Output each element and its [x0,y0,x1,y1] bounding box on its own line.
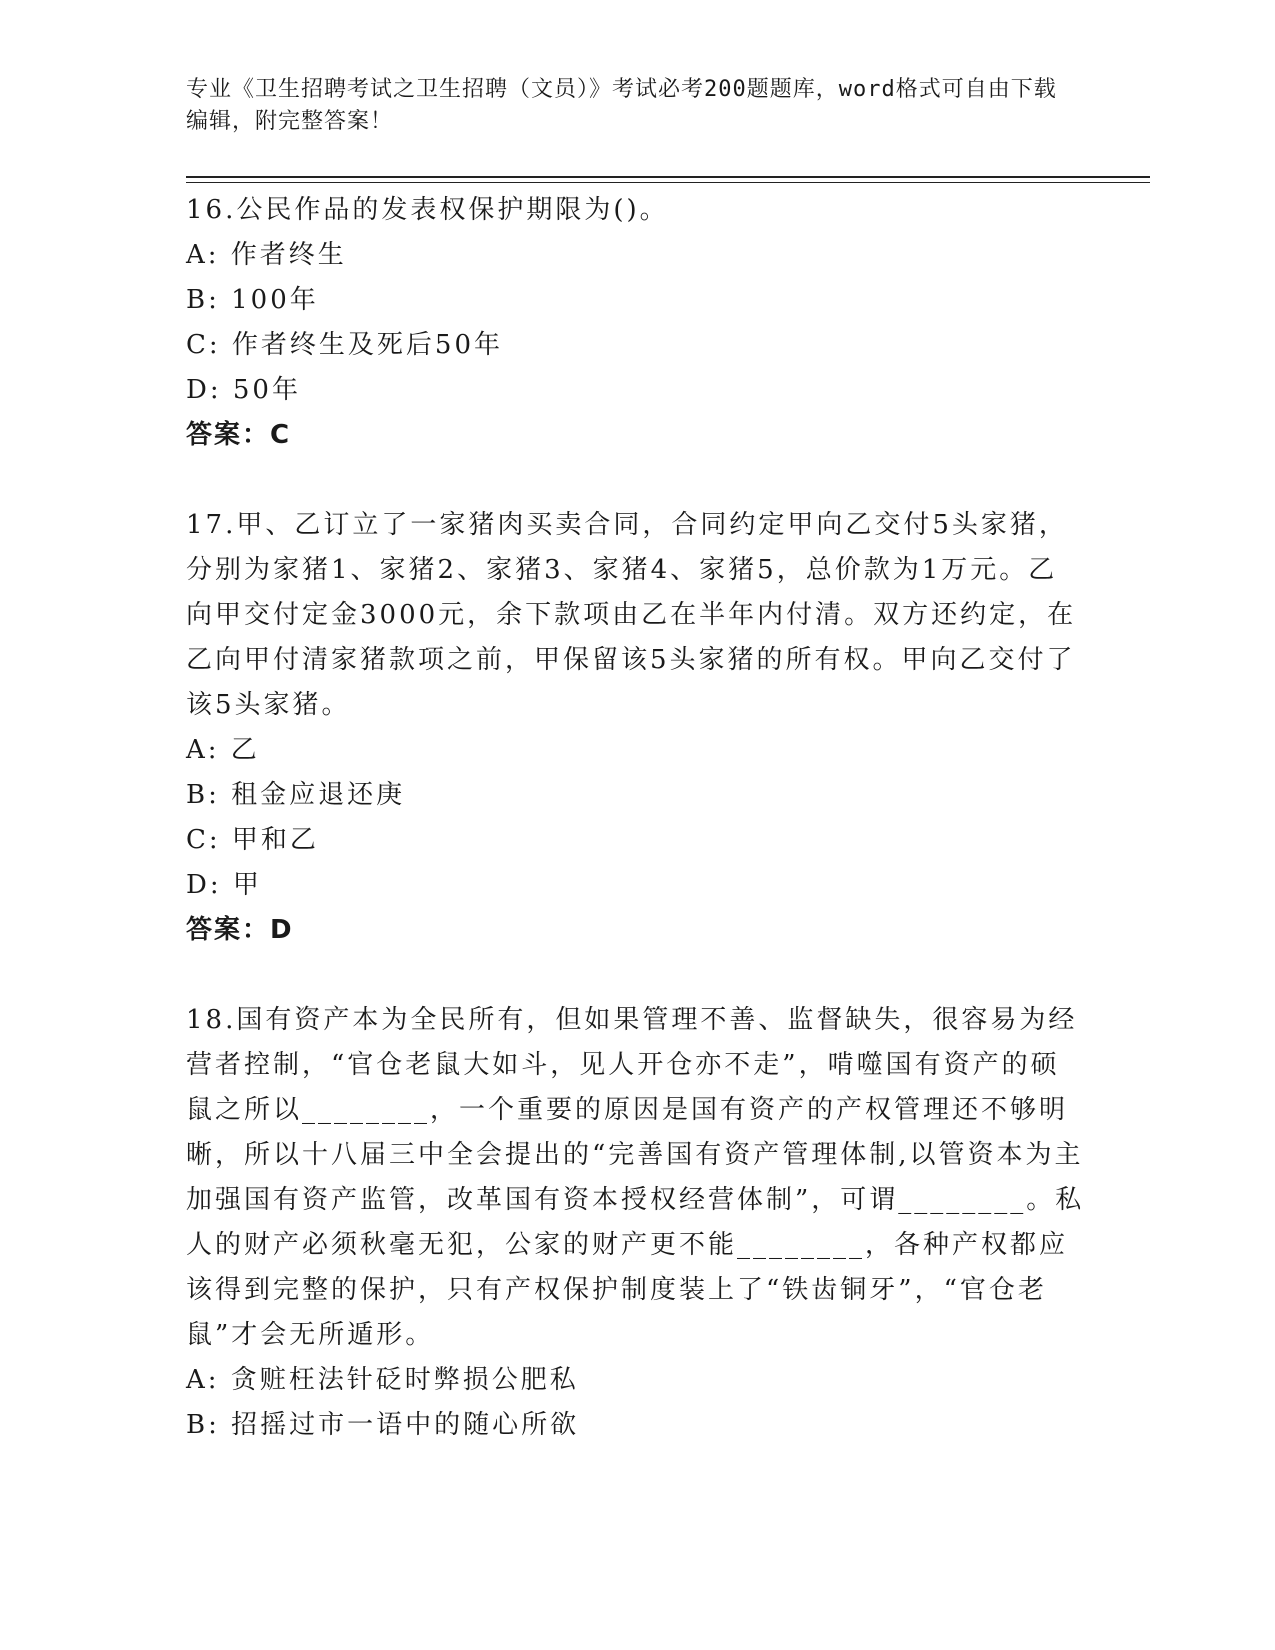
question-text: 16.公民作品的发表权保护期限为()。 [186,195,669,225]
option-b: B: 100年 [186,285,319,315]
option-a: A: 贪赃枉法针砭时弊损公肥私 [186,1365,579,1395]
answer-line: 答案：C [186,420,292,450]
question-text: 18.国有资产本为全民所有，但如果管理不善、监督缺失，很容易为经营者控制，“官仓老鼠大如斗，见人开仓亦不走”，啃噬国有资产的硕鼠之所以________，一个重要的原因是国有资产的产权管理还不够明晰，所以十八届三中全会提出的“完善国有资产管理体制,以管资本为主加强国有资产监管，改革国有资本授权经营体制”，可谓________。私人的财产必须秋毫无犯，公家的财产更不能________，各种产权都应该得到完整的保护，只有产权保护制度装上了“铁齿铜牙”，“官仓老鼠”才会无所遁形。 [186,1005,1085,1350]
option-a: A: 作者终生 [186,240,347,270]
header-divider-thick [186,176,1150,178]
option-b: B: 租金应退还庚 [186,780,406,810]
option-b: B: 招摇过市一语中的随心所欲 [186,1410,580,1440]
document-header: 专业《卫生招聘考试之卫生招聘（文员）》考试必考200题题库，word格式可自由下载编辑，附完整答案！ [186,77,1057,134]
option-a: A: 乙 [186,735,260,765]
option-c: C: 甲和乙 [186,825,319,855]
option-d: D: 50年 [186,375,301,405]
question-gap [186,458,1086,503]
question-17 [186,503,1086,953]
question-list [186,188,1086,1448]
option-c: C: 作者终生及死后50年 [186,330,504,360]
answer-line: 答案：D [186,915,294,945]
option-d: D: 甲 [186,870,262,900]
question-18 [186,998,1086,1448]
question-text: 17.甲、乙订立了一家猪肉买卖合同，合同约定甲向乙交付5头家猪，分别为家猪1、家猪2、家猪3、家猪4、家猪5，总价款为1万元。乙向甲交付定金3000元，余下款项由乙在半年内付清。双方还约定，在乙向甲付清家猪款项之前，甲保留该5头家猪的所有权。甲向乙交付了该5头家猪。 [186,510,1077,720]
question-gap [186,953,1086,998]
question-16 [186,188,1086,458]
header-divider-thin [186,182,1150,183]
